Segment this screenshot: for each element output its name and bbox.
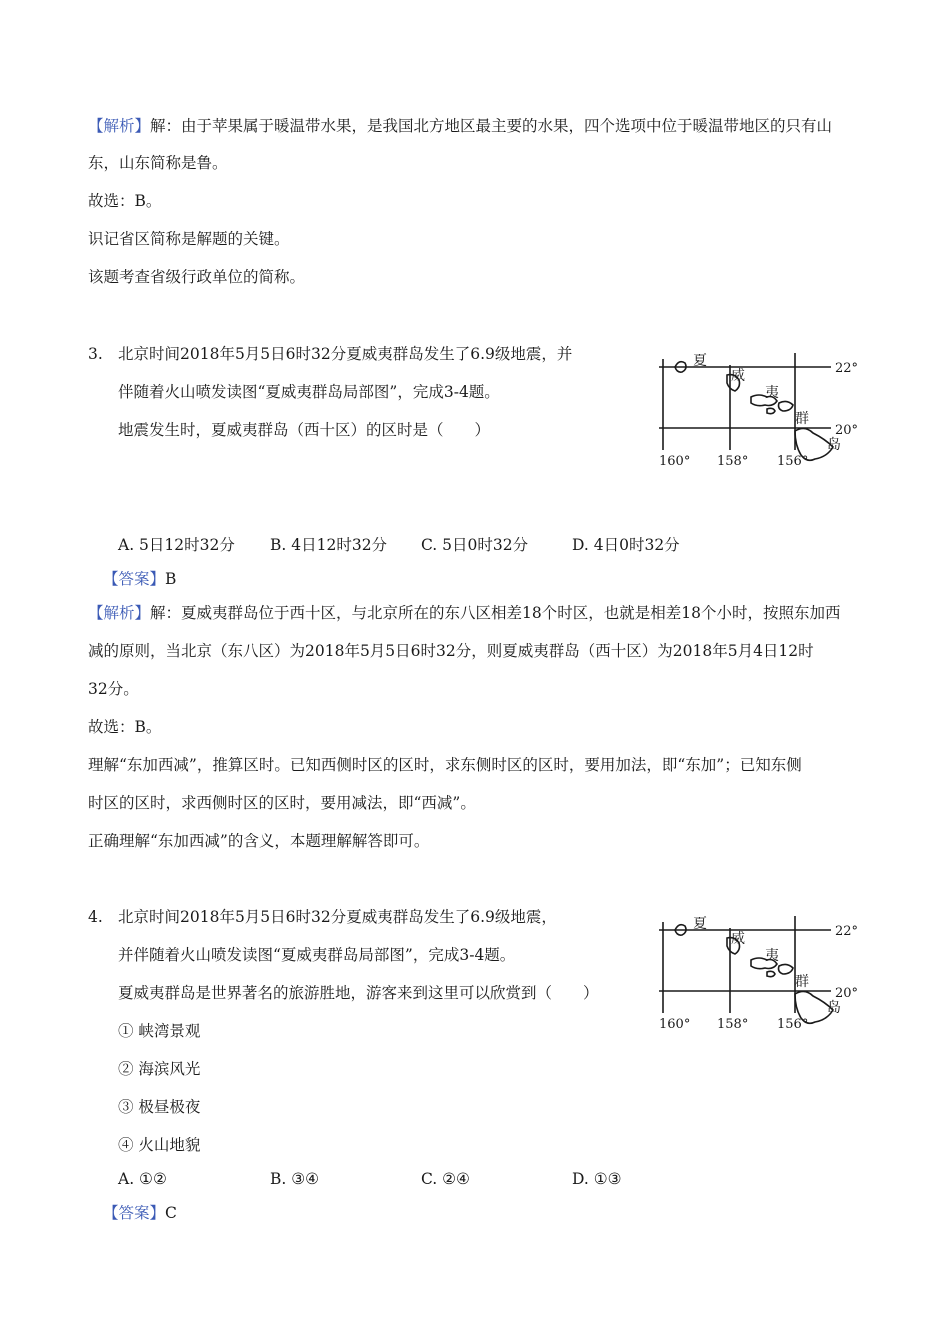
option-c: C. 5日0时32分 [421,536,529,554]
lon-label-158: 158° [717,454,749,469]
analysis-tag: 【解析】 [88,604,151,622]
map-char: 岛 [827,437,841,453]
option-a: A. 5日12时32分 [118,536,235,554]
lon-label-156: 156° [777,454,809,469]
map-char: 威 [731,368,745,384]
analysis-text: 解：夏威夷群岛位于西十区，与北京所在的东八区相差18个时区，也就是相差18个小时，按照东加西 [150,604,841,622]
lat-label-22: 22° [835,361,859,376]
option-b: B. 4日12时32分 [270,536,388,554]
question-stem: 北京时间2018年5月5日6时32分夏威夷群岛发生了6.9级地震，并 [118,345,573,363]
list-item: ① 峡湾景观 [118,1022,201,1040]
list-item: ③ 极昼极夜 [118,1098,201,1116]
hawaii-map [655,908,860,1033]
note-line: 正确理解“东加西减”的含义，本题理解解答即可。 [88,832,430,850]
lon-label-156: 156° [777,1017,809,1032]
question-text: 夏威夷群岛是世界著名的旅游胜地，游客来到这里可以欣赏到（ ） [118,984,599,1002]
hawaii-map [655,345,860,470]
option-d: D. 4日0时32分 [572,536,680,554]
question-stem: 北京时间2018年5月5日6时32分夏威夷群岛发生了6.9级地震， [118,908,557,926]
note-line: 识记省区简称是解题的关键。 [88,230,290,248]
map-char: 群 [795,974,809,990]
map-char: 夷 [765,948,779,964]
answer-line [103,569,176,589]
question-stem: 伴随着火山喷发读图“夏威夷群岛局部图”，完成3-4题。 [118,383,500,401]
lon-label-158: 158° [717,1017,749,1032]
answer-tag: 【答案】 [103,570,166,588]
analysis-line: 减的原则，当北京（东八区）为2018年5月5日6时32分，则夏威夷群岛（西十区）为2018年5月4日12时 [88,642,814,660]
question-text: 地震发生时，夏威夷群岛（西十区）的区时是（ ） [118,421,491,439]
map-char: 群 [795,411,809,427]
analysis-line [88,603,840,623]
note-line: 该题考查省级行政单位的简称。 [88,268,306,286]
analysis-tag: 【解析】 [88,117,151,135]
lon-label-160: 160° [659,1017,691,1032]
answer-value: B [165,570,177,588]
map-char: 岛 [827,1000,841,1016]
list-item: ④ 火山地貌 [118,1136,201,1154]
island-maui [779,964,794,974]
lat-label-20: 20° [835,986,859,1001]
list-item: ② 海滨风光 [118,1060,201,1078]
answer-tag: 【答案】 [103,1204,166,1222]
lat-label-20: 20° [835,423,859,438]
note-line: 理解“东加西减”，推算区时。已知西侧时区的区时，求东侧时区的区时，要用加法，即“东加”；已知东侧 [88,756,802,774]
note-line: 时区的区时，求西侧时区的区时，要用减法，即“西减”。 [88,794,476,812]
lat-label-22: 22° [835,924,859,939]
choice-line: 故选：B。 [88,192,162,210]
option-a: A. ①② [118,1170,167,1188]
island-lanai [767,408,775,413]
analysis-line: 32分。 [88,680,139,698]
analysis-line: 东，山东简称是鲁。 [88,154,228,172]
option-c: C. ②④ [421,1170,470,1188]
map-char: 威 [731,931,745,947]
map-char: 夏 [693,916,707,932]
island-lanai [767,971,775,976]
analysis-line [88,116,832,136]
map-char: 夏 [693,353,707,369]
lon-label-160: 160° [659,454,691,469]
answer-line [103,1203,177,1223]
option-b: B. ③④ [270,1170,320,1188]
map-char: 夷 [765,385,779,401]
choice-line: 故选：B。 [88,718,162,736]
question-number: 3. [88,345,103,363]
option-d: D. ①③ [572,1170,622,1188]
question-number: 4. [88,908,103,926]
island-maui [779,401,794,411]
answer-value: C [165,1204,177,1222]
question-stem: 并伴随着火山喷发读图“夏威夷群岛局部图”，完成3-4题。 [118,946,516,964]
analysis-text: 解：由于苹果属于暖温带水果，是我国北方地区最主要的水果，四个选项中位于暖温带地区的只有山 [150,117,833,135]
